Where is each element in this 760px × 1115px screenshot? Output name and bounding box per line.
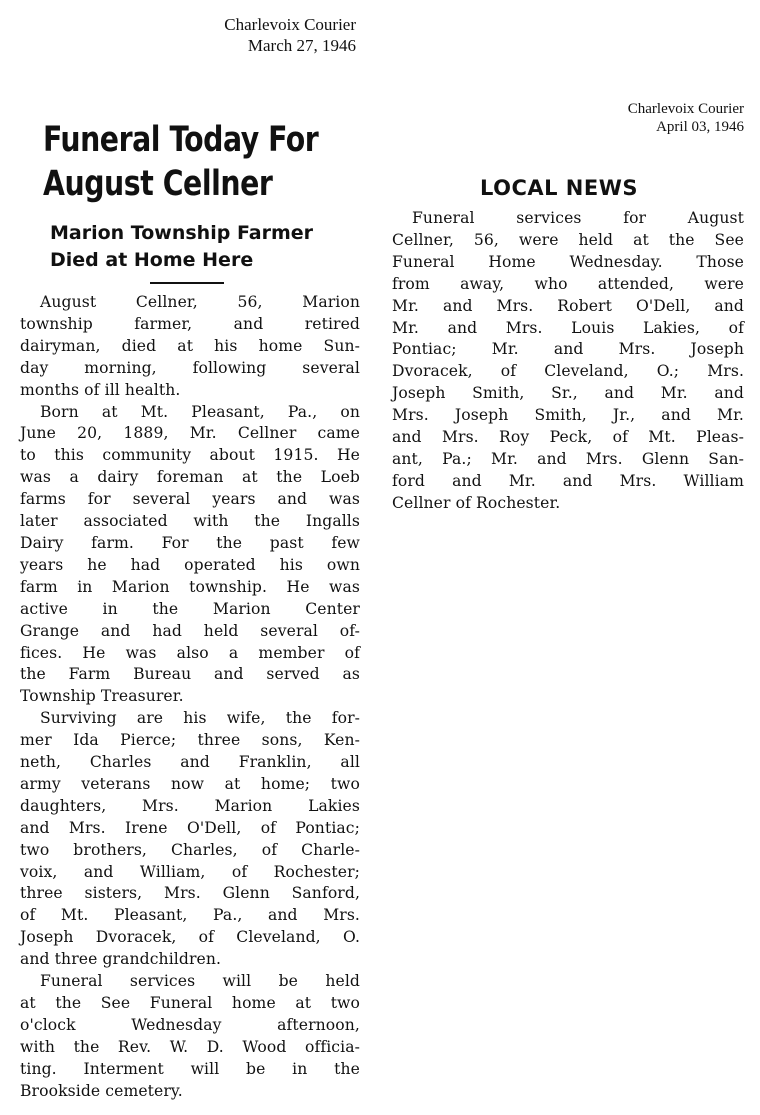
text-line: o'clock Wednesday afternoon, bbox=[20, 1015, 360, 1034]
text-line: with the Rev. W. D. Wood officia- bbox=[20, 1037, 360, 1056]
text-line: to this community about 1915. He bbox=[20, 446, 360, 465]
text-line: Mrs. Joseph Smith, Jr., and Mr. bbox=[392, 406, 744, 425]
text-line: Mr. and Mrs. Robert O'Dell, and bbox=[392, 296, 744, 315]
text-line: Joseph Dvoracek, of Cleveland, O. bbox=[20, 928, 360, 947]
text-line: years he had operated his own bbox=[20, 555, 360, 574]
text-line: of Mt. Pleasant, Pa., and Mrs. bbox=[20, 906, 360, 925]
text-line: Mr. and Mrs. Louis Lakies, of bbox=[392, 318, 744, 337]
text-line: township farmer, and retired bbox=[20, 314, 360, 333]
text-line: fices. He was also a member of bbox=[20, 643, 360, 662]
text-line: the Farm Bureau and served as bbox=[20, 665, 360, 684]
text-line: neth, Charles and Franklin, all bbox=[20, 753, 360, 772]
headline bbox=[43, 118, 328, 206]
subheadline bbox=[50, 220, 360, 274]
text-line: daughters, Mrs. Marion Lakies bbox=[20, 796, 360, 815]
dateline-paper: Charlevoix Courier bbox=[627, 101, 744, 117]
text-line: June 20, 1889, Mr. Cellner came bbox=[20, 424, 360, 443]
text-line: Funeral services will be held bbox=[40, 972, 360, 991]
text-line: from away, who attended, were bbox=[392, 274, 744, 293]
text-line: three sisters, Mrs. Glenn Sanford, bbox=[20, 884, 360, 903]
news-body bbox=[392, 208, 744, 515]
text-line: army veterans now at home; two bbox=[20, 774, 360, 793]
text-line: and Mrs. Roy Peck, of Mt. Pleas- bbox=[392, 428, 744, 447]
text-line: day morning, following several bbox=[20, 358, 360, 377]
text-line: August Cellner, 56, Marion bbox=[40, 293, 360, 311]
divider bbox=[150, 282, 224, 284]
text-line: Funeral services for August bbox=[412, 209, 744, 227]
text-line: Cellner of Rochester. bbox=[392, 493, 561, 512]
dateline-paper: Charlevoix Courier bbox=[224, 15, 356, 34]
text-line: Funeral Home Wednesday. Those bbox=[392, 252, 744, 271]
text-line: ting. Interment will be in the bbox=[20, 1059, 360, 1078]
text-line: ant, Pa.; Mr. and Mrs. Glenn San- bbox=[392, 449, 744, 468]
subhead-line: Marion Township Farmer bbox=[50, 222, 314, 244]
text-line: Grange and had held several of- bbox=[20, 621, 360, 640]
paragraph bbox=[20, 708, 360, 971]
headline-line: August Cellner bbox=[43, 164, 273, 204]
text-line: Dvoracek, of Cleveland, O.; Mrs. bbox=[392, 362, 744, 381]
text-line: dairyman, died at his home Sun- bbox=[20, 336, 360, 355]
paragraph bbox=[392, 208, 744, 515]
left-dateline bbox=[20, 14, 356, 56]
text-line: mer Ida Pierce; three sons, Ken- bbox=[20, 731, 360, 750]
text-line: months of ill health. bbox=[20, 380, 181, 399]
paragraph bbox=[20, 292, 360, 402]
paragraph bbox=[20, 402, 360, 709]
text-line: farm in Marion township. He was bbox=[20, 577, 360, 596]
text-line: Pontiac; Mr. and Mrs. Joseph bbox=[392, 340, 744, 359]
right-clipping bbox=[392, 100, 744, 515]
text-line: at the See Funeral home at two bbox=[20, 994, 360, 1012]
text-line: ford and Mr. and Mrs. William bbox=[392, 471, 744, 490]
text-line: Surviving are his wife, the for- bbox=[40, 709, 360, 728]
section-title: LOCAL NEWS bbox=[479, 176, 639, 200]
text-line: Dairy farm. For the past few bbox=[20, 533, 360, 552]
text-line: active in the Marion Center bbox=[20, 599, 360, 618]
dateline-date: April 03, 1946 bbox=[656, 119, 744, 135]
text-line: Cellner, 56, were held at the See bbox=[392, 230, 744, 249]
text-line: Township Treasurer. bbox=[20, 687, 184, 706]
text-line: Brookside cemetery. bbox=[20, 1081, 183, 1100]
left-clipping bbox=[20, 14, 360, 1103]
dateline-date: March 27, 1946 bbox=[247, 36, 356, 55]
text-line: was a dairy foreman at the Loeb bbox=[20, 468, 360, 487]
paragraph bbox=[20, 971, 360, 1102]
text-line: Born at Mt. Pleasant, Pa., on bbox=[40, 402, 360, 421]
subhead-line: Died at Home Here bbox=[50, 249, 254, 271]
text-line: and Mrs. Irene O'Dell, of Pontiac; bbox=[20, 818, 360, 837]
text-line: farms for several years and was bbox=[20, 490, 360, 509]
headline-line: Funeral Today For bbox=[43, 120, 319, 160]
text-line: and three grandchildren. bbox=[20, 950, 222, 969]
text-line: Joseph Smith, Sr., and Mr. and bbox=[392, 384, 744, 403]
text-line: two brothers, Charles, of Charle- bbox=[20, 840, 360, 859]
text-line: voix, and William, of Rochester; bbox=[20, 862, 360, 881]
article-body bbox=[20, 292, 360, 1103]
text-line: later associated with the Ingalls bbox=[20, 512, 360, 531]
right-dateline bbox=[392, 100, 744, 136]
